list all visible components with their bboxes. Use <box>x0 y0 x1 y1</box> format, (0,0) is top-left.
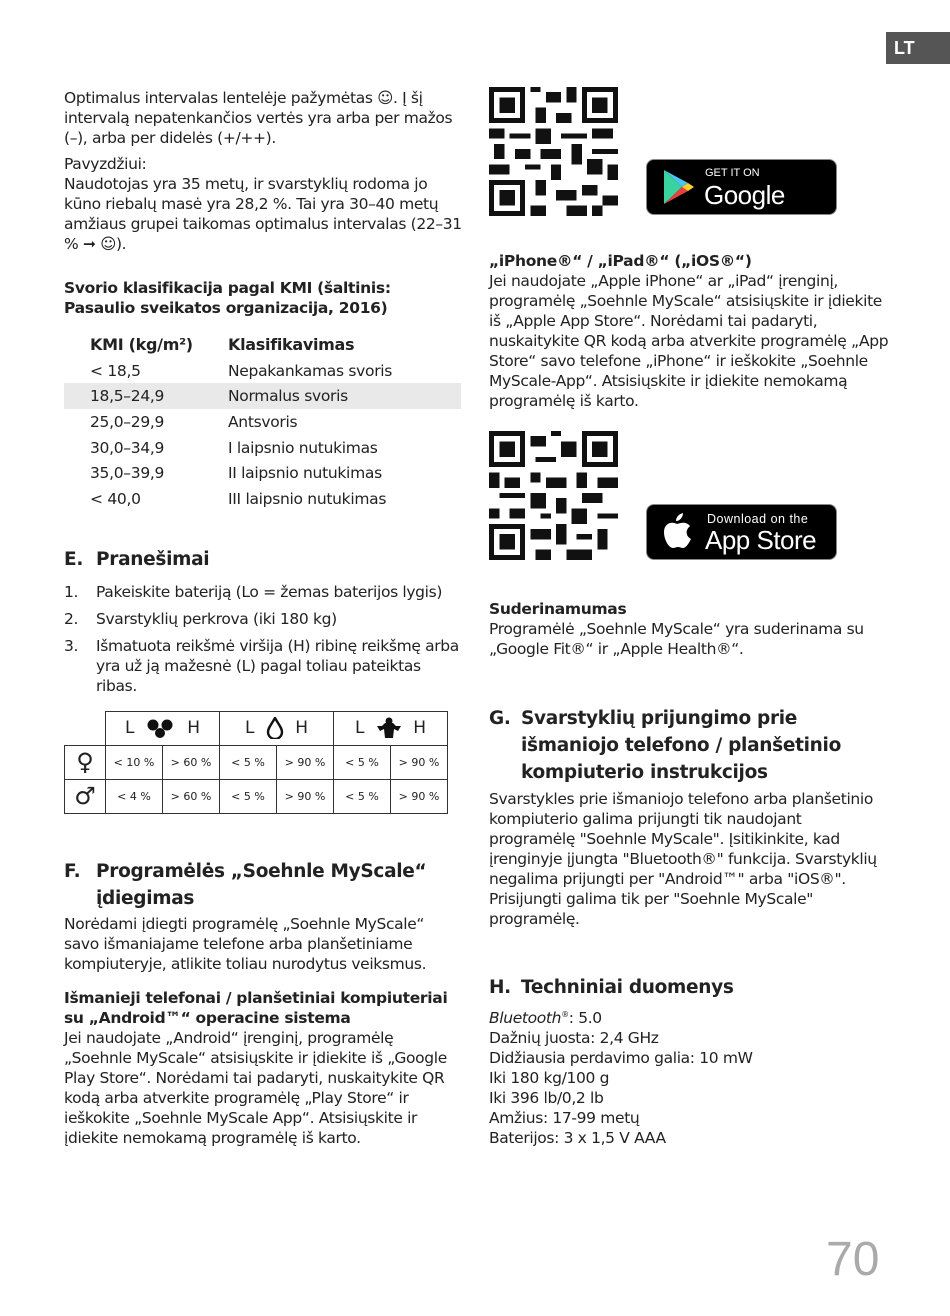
limit-cell: > 90 % <box>277 745 334 779</box>
limit-cell: > 90 % <box>391 779 448 813</box>
table-row <box>64 435 461 461</box>
item-text: Svarstyklių perkrova (iki 180 kg) <box>96 610 337 628</box>
compat-block <box>489 599 889 659</box>
bmi-range: < 40,0 <box>90 489 141 508</box>
limits-table <box>64 711 448 814</box>
ios-block <box>489 251 889 411</box>
example-paragraph: Naudotojas yra 35 metų, ir svarstyklių rodoma jo kūno riebalų masė yra 28,2 %. Tai yra 30–40 metų amžiaus grupei taikomas optimalus intervalas (22–31 % ➞ ☺). <box>64 175 462 253</box>
spec-line: Amžius: 17-99 metų <box>489 1109 640 1128</box>
limit-cell: < 5 % <box>334 745 391 779</box>
example-label: Pavyzdžiui: <box>64 155 147 173</box>
bmi-range: 35,0–39,9 <box>90 464 165 483</box>
android-paragraph: Jei naudojate „Android“ įrenginį, programėlę „Soehnle MyScale“ atsisiųskite ir įdiekite iš „Google Play Store“. Norėdami tai padaryti, nuskaitykite QR kodą arba atverkite programėlę „Play Store“ ir ieškokite „Soehnle MyScale App“. Atsisiųskite ir įdiekite nemokamą programėlę iš karto. <box>64 1029 447 1147</box>
muscle-header <box>334 712 448 746</box>
section-f-heading <box>64 858 462 912</box>
section-g-block <box>489 705 889 929</box>
table-row <box>64 409 461 435</box>
male-icon: ♂ <box>65 779 106 813</box>
section-e-heading <box>64 546 462 573</box>
table-row <box>64 383 461 409</box>
bluetooth-label: Bluetooth <box>489 1009 562 1028</box>
apple-icon <box>661 513 693 551</box>
table-row <box>65 779 448 813</box>
google-play-icon <box>660 168 696 206</box>
water-header <box>220 712 334 746</box>
android-title: Išmanieji telefonai / planšetiniai kompiuteriai su „Android™“ operacine sistema <box>64 989 448 1027</box>
limit-cell: < 5 % <box>220 779 277 813</box>
google-play-badge[interactable] <box>646 159 837 241</box>
bmi-col-header: Klasifikavimas <box>228 335 355 355</box>
qr-code-google-play[interactable] <box>489 87 618 216</box>
item-text: Pakeiskite bateriją (Lo = žemas baterijos lygis) <box>96 583 443 601</box>
limits-header-row <box>65 712 448 746</box>
ios-title: „iPhone®“ / „iPad®“ („iOS®“) <box>489 252 752 270</box>
qr-code-app-store[interactable] <box>489 431 618 560</box>
limit-cell: < 5 % <box>220 745 277 779</box>
section-title: Programėlės „Soehnle MyScale“ įdiegimas <box>96 861 427 909</box>
section-number: G. <box>489 708 511 729</box>
bmi-class: II laipsnio nutukimas <box>228 464 382 483</box>
bmi-range: 18,5–24,9 <box>64 383 228 409</box>
fat-header <box>106 712 220 746</box>
limit-cell: > 90 % <box>277 779 334 813</box>
item-number: 1. <box>64 583 79 601</box>
high-label: H <box>295 718 309 739</box>
list-item <box>64 636 464 696</box>
spec-line: Baterijos: 3 x 1,5 V AAA <box>489 1129 666 1148</box>
bmi-class: Nepakankamas svoris <box>228 361 393 380</box>
table-row <box>64 460 461 486</box>
bmi-range: 30,0–34,9 <box>90 438 165 457</box>
bmi-class: Normalus svoris <box>228 383 461 409</box>
bmi-class: I laipsnio nutukimas <box>228 438 378 457</box>
section-number: E. <box>64 549 84 570</box>
app-store-small-text: Download on the <box>707 512 809 526</box>
female-icon: ♀ <box>65 745 106 779</box>
bmi-col-header: KMI (kg/m²) <box>90 335 193 355</box>
item-number: 3. <box>64 637 79 655</box>
spec-line: Didžiausia perdavimo galia: 10 mW <box>489 1049 753 1068</box>
bmi-header-row <box>64 332 461 358</box>
intro-block <box>64 88 462 254</box>
compat-paragraph: Programėlė „Soehnle MyScale“ yra suderinama su „Google Fit®“ ir „Apple Health®“. <box>489 620 864 658</box>
low-label: L <box>244 718 255 739</box>
page-number: 70 <box>826 1233 880 1286</box>
google-play-big-text: Google Play <box>704 180 785 241</box>
muscle-icon <box>376 717 402 739</box>
section-h-block <box>489 974 889 1148</box>
limit-cell: > 90 % <box>391 745 448 779</box>
app-store-big-text: App Store <box>705 525 817 555</box>
section-title: Pranešimai <box>96 549 210 570</box>
bmi-class: Antsvoris <box>228 412 298 431</box>
section-number: H. <box>489 977 511 998</box>
limit-cell: < 10 % <box>106 745 163 779</box>
low-label: L <box>124 718 135 739</box>
spec-line: Iki 396 lb/0,2 lb <box>489 1089 604 1108</box>
app-store-badge[interactable] <box>646 504 837 560</box>
section-f-paragraph: Norėdami įdiegti programėlę „Soehnle MyScale“ savo išmaniajame telefone arba planšetiniame kompiuteryje, atlikite toliau nurodytus veiksmus. <box>64 915 427 973</box>
table-row <box>64 358 461 384</box>
list-item <box>64 609 464 629</box>
section-title: Svarstyklių prijungimo prie išmaniojo telefono / planšetinio kompiuterio instrukcijos <box>521 708 841 783</box>
bmi-title-block <box>64 278 462 318</box>
compat-title: Suderinamumas <box>489 600 627 618</box>
section-h-heading <box>489 974 889 1001</box>
item-number: 2. <box>64 610 79 628</box>
high-label: H <box>413 718 427 739</box>
google-play-small-text: GET IT ON <box>705 167 760 179</box>
section-number: F. <box>64 861 81 882</box>
spec-line: Dažnių juosta: 2,4 GHz <box>489 1029 659 1048</box>
item-text: Išmatuota reikšmė viršija (H) ribinę reikšmę arba yra už ją mažesnė (L) pagal toliau pateiktas ribas. <box>96 637 459 695</box>
bmi-table <box>64 332 461 512</box>
bmi-range: 25,0–29,9 <box>90 412 165 431</box>
bmi-class: III laipsnio nutukimas <box>228 489 387 508</box>
section-g-heading <box>489 705 889 786</box>
section-f-block <box>64 858 462 1148</box>
water-drop-icon <box>266 717 284 739</box>
section-g-paragraph: Svarstykles prie išmaniojo telefono arba planšetinio kompiuterio galima prijungti tik naudojant programėlę "Soehnle MyScale". Įsitikinkite, kad įrenginyje įjungta "Bluetooth®" funkcija. Svarstyklių negalima prijungti per "Android™" arba "iOS®". Prisijungti galima tik per "Soehnle MyScale" programėlę. <box>489 790 877 928</box>
section-e-heading-block <box>64 546 462 573</box>
table-row <box>64 486 461 512</box>
limit-cell: > 60 % <box>163 745 220 779</box>
bmi-title: Svorio klasifikacija pagal KMI (šaltinis: Pasaulio sveikatos organizacija, 2016) <box>64 279 391 317</box>
limit-cell: < 4 % <box>106 779 163 813</box>
table-row <box>65 745 448 779</box>
limit-cell: < 5 % <box>334 779 391 813</box>
spec-line: Iki 180 kg/100 g <box>489 1069 610 1088</box>
high-label: H <box>187 718 201 739</box>
blank-cell <box>65 712 106 746</box>
fat-icon <box>146 718 176 738</box>
limit-cell: > 60 % <box>163 779 220 813</box>
bmi-range: < 18,5 <box>90 361 141 380</box>
low-label: L <box>354 718 365 739</box>
bluetooth-line: Bluetooth®: 5.0 <box>489 1009 602 1028</box>
messages-list <box>64 582 464 703</box>
list-item <box>64 582 464 602</box>
language-tab: LT <box>886 32 950 64</box>
bluetooth-value: : 5.0 <box>568 1009 602 1028</box>
ios-paragraph: Jei naudojate „Apple iPhone“ ar „iPad“ įrenginį, programėlę „Soehnle MyScale“ atsisiųskite ir įdiekite iš „Apple App Store“. Norėdami tai padaryti, nuskaitykite QR kodą arba atverkite programėlę „App Store“ savo telefone „iPhone“ ir ieškokite „Soehnle MyScale-App“. Atsisiųskite ir įdiekite nemokamą programėlę iš karto. <box>489 272 889 410</box>
intro-paragraph: Optimalus intervalas lentelėje pažymėtas ☺. Į šį intervalą nepatenkančios vertės yra arba per mažos (–), arba per didelės (+/++). <box>64 89 453 147</box>
section-title: Techniniai duomenys <box>521 977 734 998</box>
